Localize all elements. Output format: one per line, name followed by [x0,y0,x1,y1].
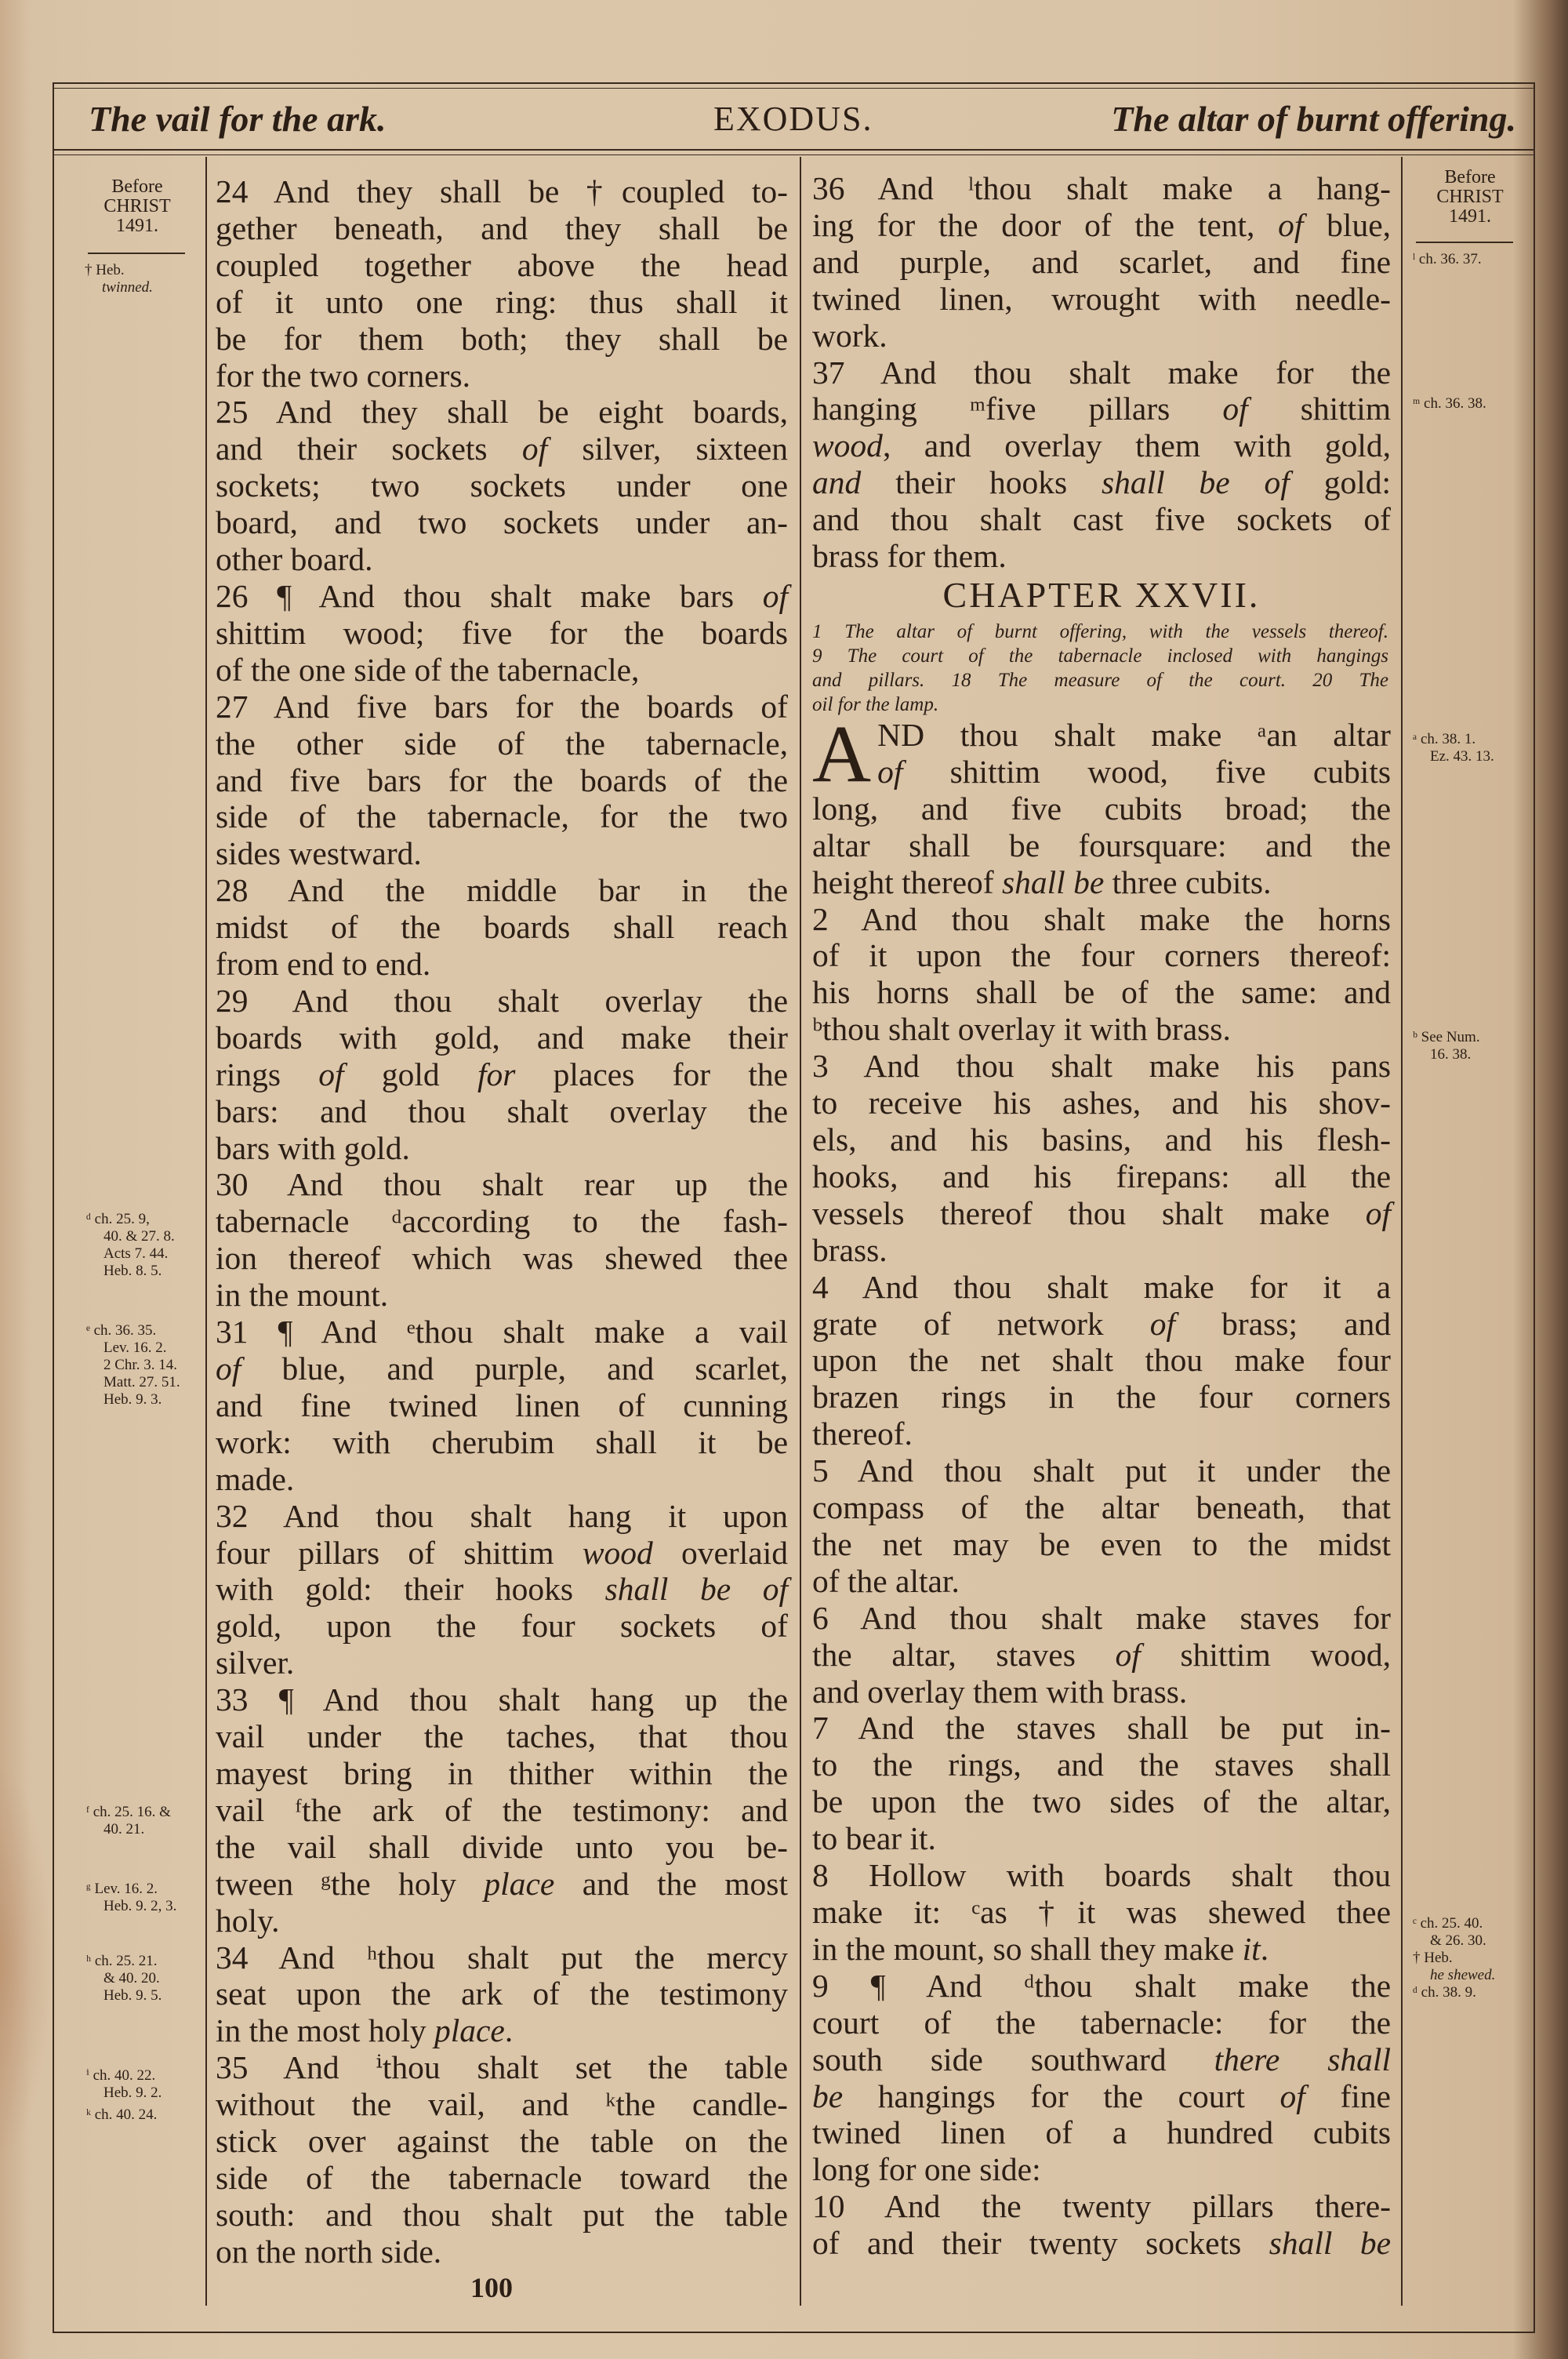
text-line: grate of network of brass; and [812,1305,1391,1342]
text-line: 9 The court of the tabernacle inclosed with hangings [812,645,1389,667]
text-line: and overlay them with brass. [812,1673,1188,1710]
chapter-summary [812,620,1388,717]
text-line: 28 And the middle bar in the [216,872,788,909]
text-line: vessels thereof thou shalt make of [812,1194,1391,1231]
text-line: with gold: their hooks shall be of [216,1571,788,1608]
text-line: of the one side of the tabernacle, [216,651,640,688]
text-line: long, and five cubits broad; the [812,790,1391,827]
margin-rule [1416,242,1513,243]
text-line: south: and thou shalt put the table [216,2196,788,2233]
margin-note-line: ʰ ch. 25. 21. [86,1953,158,1969]
text-line: els, and his basins, and his flesh- [812,1121,1391,1158]
margin-note-line: ᵈ ch. 25. 9, [86,1211,150,1227]
margin-note [86,1881,176,1915]
text-line: 9 ¶ And ᵈthou shalt make the [812,1967,1391,2004]
text-line: of shittim wood, five cubits [877,753,1391,790]
margin-note-line: ᵈ ch. 38. 9. [1413,1984,1476,2001]
frame-top-rule [53,88,1535,89]
column-divider [800,157,801,2306]
text-line: and their sockets of silver, sixteen [216,431,789,467]
text-line: holy. [216,1902,280,1939]
text-line: twined linen of a hundred cubits [812,2114,1391,2151]
era-label: Before [1444,167,1496,187]
text-line: rings of gold for places for the [216,1056,789,1092]
text-line: be hangings for the court of fine [812,2077,1391,2114]
text-line: 6 And thou shalt make staves for [812,1599,1391,1636]
margin-note-line: & 40. 20. [103,1970,160,1986]
paper-stain [0,1765,55,2157]
era-year: 1491. [116,216,158,236]
text-line: bars with gold. [216,1129,410,1166]
header-rule-thin [53,154,1535,155]
margin-note-line: 2 Chr. 3. 14. [103,1357,177,1373]
text-line: of it upon the four corners thereof: [812,937,1391,974]
text-line: twined linen, wrought with needle- [812,280,1391,317]
text-line: 10 And the twenty pillars there- [812,2188,1391,2225]
text-line: 31 ¶ And ᵉthou shalt make a vail [216,1314,788,1350]
era-label: CHRIST [103,196,171,216]
text-line: sides westward. [216,835,422,872]
text-line: to the rings, and the staves shall [812,1747,1391,1783]
margin-note [1413,1915,1495,2001]
margin-note-line: Heb. 9. 5. [103,1987,162,2004]
text-line: 33 ¶ And thou shalt hang up the [216,1681,788,1718]
left-text-column [216,173,788,2270]
text-line: tween ᵍthe holy place and the most [216,1865,788,1902]
text-line: his horns shall be of the same: and [812,974,1391,1011]
verse-lines [812,709,1391,2262]
margin-note-line: ᵍ Lev. 16. 2. [86,1881,158,1897]
margin-note-line: ᵃ ch. 38. 1. [1413,731,1476,747]
right-margin-divider [1401,157,1403,2306]
text-line: ND thou shalt make ᵃan altar [877,717,1391,753]
era-label: CHRIST [1436,187,1504,207]
margin-note [86,1322,180,1408]
right-text-column-bottom [812,709,1391,2262]
text-line: 4 And thou shalt make for it a [812,1268,1391,1305]
margin-note-line: Ez. 43. 13. [1430,748,1494,765]
header-rule [53,149,1535,151]
text-line: ion thereof which was shewed thee [216,1240,788,1277]
text-line: brass for them. [812,538,1007,575]
margin-note-line: ᵐ ch. 36. 38. [1413,395,1486,412]
margin-note-line: Lev. 16. 2. [103,1339,167,1356]
margin-note-line: Acts 7. 44. [103,1245,169,1262]
text-line: and thou shalt cast five sockets of [812,501,1391,538]
text-line: 34 And ʰthou shalt put the mercy [216,1939,788,1976]
margin-note [86,1804,171,1838]
text-line: in the mount, so shall they make it. [812,1930,1269,1967]
text-line: for the two corners. [216,357,470,394]
text-line: and fine twined linen of cunning [216,1387,788,1423]
text-line: ing for the door of the tent, of blue, [812,206,1391,243]
text-line: 32 And thou shalt hang it upon [216,1497,788,1534]
left-margin-divider [205,157,207,2306]
text-line: 3 And thou shalt make his pans [812,1048,1391,1085]
text-line: sockets; two sockets under one [216,467,788,504]
text-line: the net may be even to the midst [812,1525,1391,1562]
margin-note-line: Heb. 9. 3. [103,1391,162,1408]
text-line: and pillars. 18 The measure of the court. 20 The [812,670,1389,691]
text-line: shittim wood; five for the boards [216,614,788,651]
era-note-left [78,177,196,236]
margin-note-line: ⁱ ch. 40. 22. [86,2067,156,2084]
text-line: gold, upon the four sockets of [216,1608,788,1645]
text-line: 30 And thou shalt rear up the [216,1166,788,1203]
text-line: 24 And they shall be †coupled to- [216,173,788,209]
margin-note-line: 40. & 27. 8. [103,1228,175,1245]
text-line: oil for the lamp. [812,694,939,715]
text-line: midst of the boards shall reach [216,909,788,946]
text-line: 8 Hollow with boards shalt thou [812,1857,1391,1894]
running-head-left: The vail for the ark. [89,99,387,139]
text-line: be for them both; they shall be [216,320,788,357]
text-line: 7 And the staves shall be put in- [812,1710,1391,1747]
text-line: in the mount. [216,1277,389,1314]
margin-note [86,2106,157,2124]
text-line: wood, and overlay them with gold, [812,427,1391,464]
margin-note-line: he shewed. [1430,1967,1496,1983]
text-line: work. [812,317,887,354]
text-line: work: with cherubim shall it be [216,1423,788,1460]
drop-cap: A [812,709,872,799]
margin-note [1413,1029,1480,1063]
text-line: vail ᶠthe ark of the testimony: and [216,1791,788,1828]
book-title: EXODUS. [713,100,873,138]
text-line: stick over against the table on the [216,2123,788,2160]
era-year: 1491. [1449,206,1491,227]
text-line: the altar, staves of shittim wood, [812,1636,1391,1673]
text-line: south side southward there shall [812,2041,1391,2077]
text-line: 26 ¶ And thou shalt make bars of [216,577,788,614]
margin-note-line: † Heb. [85,262,125,278]
margin-note-line: Heb. 9. 2, 3. [103,1898,177,1914]
text-line: vail under the taches, that thou [216,1718,788,1755]
text-line: ᵇthou shalt overlay it with brass. [812,1011,1231,1048]
margin-note [86,1953,162,2005]
chapter-heading: CHAPTER XXVII. [942,575,1261,615]
margin-note-line: ᶠ ch. 25. 16. & [86,1804,171,1820]
text-line: boards with gold, and make their [216,1019,788,1056]
text-line: in the most holy place. [216,2012,514,2049]
margin-note-line: twinned. [102,279,153,296]
text-line: the vail shall divide unto you be- [216,1828,788,1865]
margin-note-line: Heb. 8. 5. [103,1263,162,1279]
text-line: be upon the two sides of the altar, [812,1783,1391,1820]
margin-note-line: † Heb. [1413,1950,1453,1966]
margin-note [1413,395,1486,413]
margin-note [86,2067,162,2102]
text-line: of it unto one ring: thus shall it [216,283,788,320]
text-line: 25 And they shall be eight boards, [216,394,788,431]
text-line: 27 And five bars for the boards of [216,688,788,725]
text-line: height thereof shall be three cubits. [812,863,1272,900]
margin-note [86,1211,175,1280]
margin-note-line: ᶜ ch. 25. 40. [1413,1915,1483,1932]
text-line: side of the tabernacle toward the [216,2159,788,2196]
margin-note [1413,731,1494,765]
text-line: and purple, and scarlet, and fine [812,243,1391,280]
page-number: 100 [470,2272,513,2303]
text-line: thereof. [812,1416,913,1452]
text-line: made. [216,1460,295,1497]
text-line: 2 And thou shalt make the horns [812,900,1391,937]
text-line: other board. [216,541,373,578]
text-line: 1 The altar of burnt offering, with the vessels thereof. [812,621,1388,642]
text-line: of blue, and purple, and scarlet, [216,1350,788,1387]
text-line: of the altar. [812,1562,960,1599]
running-head-right: The altar of burnt offering. [1111,99,1516,139]
text-line: mayest bring in thither within the [216,1754,788,1791]
text-line: 29 And thou shalt overlay the [216,982,788,1019]
text-line: on the north side. [216,2233,442,2270]
text-line: coupled together above the head [216,246,788,283]
text-line: altar shall be foursquare: and the [812,827,1391,863]
text-line: tabernacle ᵈaccording to the fash- [216,1203,788,1240]
text-line: to bear it. [812,1820,936,1857]
margin-note [1413,251,1482,268]
text-line: brazen rings in the four corners [812,1379,1391,1416]
text-line: side of the tabernacle, for the two [216,798,788,835]
text-line: make it: ᶜas †it was shewed thee [812,1894,1391,1930]
margin-note-line: Heb. 9. 2. [103,2085,162,2101]
text-line: and their hooks shall be of gold: [812,464,1391,501]
margin-note-line: 40. 21. [103,1821,145,1837]
text-line: four pillars of shittim wood overlaid [216,1534,788,1571]
text-line: 37 And thou shalt make for the [812,354,1391,391]
text-line: from end to end. [216,946,431,983]
text-line: and five bars for the boards of the [216,761,788,798]
text-line: 5 And thou shalt put it under the [812,1452,1391,1489]
text-line: seat upon the ark of the testimony [216,1976,788,2012]
text-line: upon the net shalt thou make four [812,1342,1391,1379]
text-line: hanging ᵐfive pillars of shittim [812,391,1391,427]
text-line: brass. [812,1231,887,1268]
text-line: gether beneath, and they shall be [216,209,788,246]
text-line: hooks, and his firepans: all the [812,1158,1391,1194]
margin-note [85,262,153,296]
text-line: the other side of the tabernacle, [216,725,788,761]
right-text-column-top [812,170,1391,575]
text-line: without the vail, and ᵏthe candle- [216,2086,788,2123]
era-label: Before [111,176,163,197]
text-line: compass of the altar beneath, that [812,1489,1391,1526]
era-note-right [1411,168,1529,227]
margin-note-line: ᵇ See Num. [1413,1029,1480,1045]
margin-note-line: ᵏ ch. 40. 24. [86,2106,158,2123]
text-line: court of the tabernacle: for the [812,2004,1391,2041]
margin-note-line: Matt. 27. 51. [103,1374,180,1390]
margin-note-line: 16. 38. [1430,1046,1472,1063]
margin-note-line: & 26. 30. [1430,1932,1486,1949]
text-line: silver. [216,1645,295,1681]
text-line: bars: and thou shalt overlay the [216,1092,788,1129]
margin-note-line: ˡ ch. 36. 37. [1413,251,1482,267]
text-line: long for one side: [812,2151,1041,2188]
margin-rule [88,253,185,254]
text-line: of and their twenty sockets shall be [812,2225,1391,2262]
text-line: to receive his ashes, and his shov- [812,1085,1391,1121]
text-line: 35 And ⁱthou shalt set the table [216,2049,788,2086]
margin-note-line: ᵉ ch. 36. 35. [86,1322,157,1339]
text-line: board, and two sockets under an- [216,504,788,541]
text-line: 36 And ˡthou shalt make a hang- [812,170,1391,206]
